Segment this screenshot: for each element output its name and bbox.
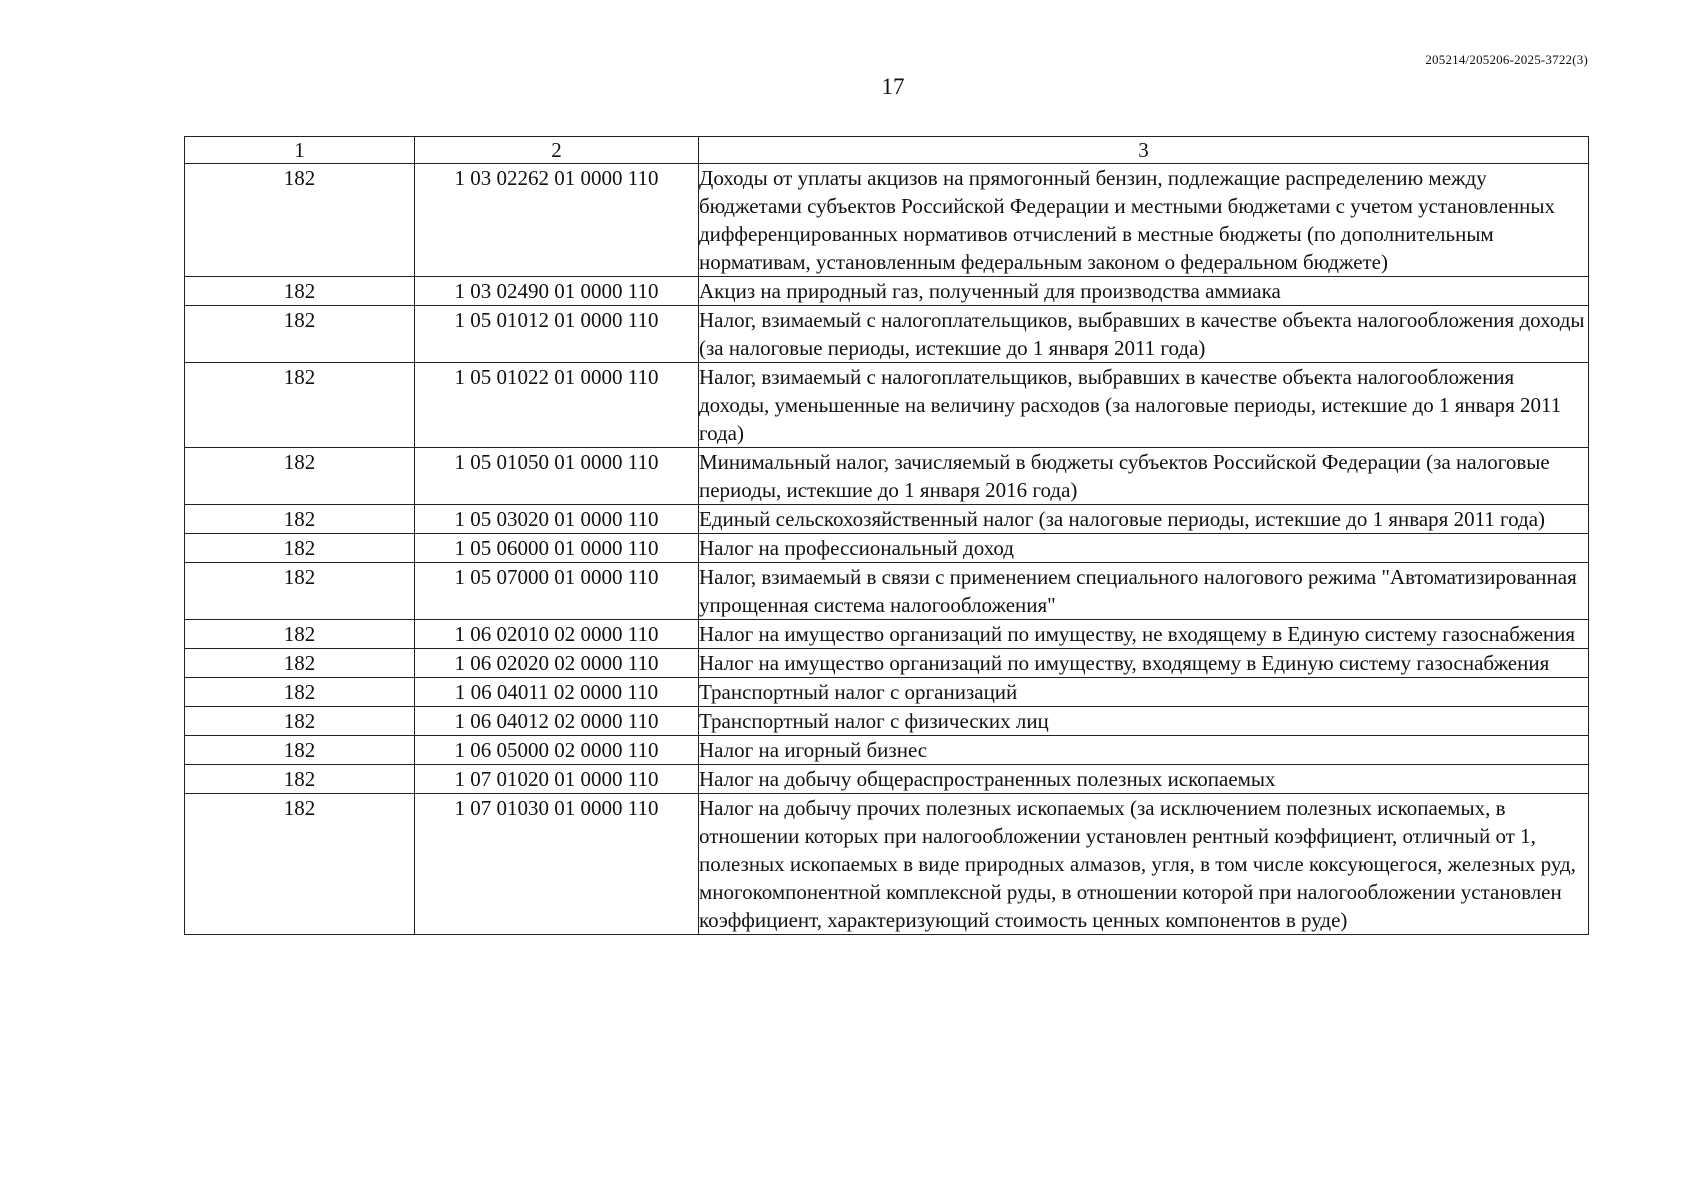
admin-code-cell: 182 bbox=[185, 363, 415, 448]
budget-code-cell: 1 03 02490 01 0000 110 bbox=[415, 277, 699, 306]
column-header-2: 2 bbox=[415, 137, 699, 164]
table-row bbox=[185, 736, 1589, 765]
table-row bbox=[185, 707, 1589, 736]
table-row bbox=[185, 306, 1589, 363]
budget-code-cell: 1 03 02262 01 0000 110 bbox=[415, 164, 699, 277]
revenue-name-cell: Доходы от уплаты акцизов на прямогонный бензин, подлежащие распределению между бюджетами субъектов Российской Федерации и местными бюджетами с учетом установленных дифференцированных нормативов отчислений в местные бюджеты (по дополнительным нормативам, установленным федеральным законом о федеральном бюджете) bbox=[699, 164, 1589, 277]
table-header-row bbox=[185, 137, 1589, 164]
table-row bbox=[185, 649, 1589, 678]
admin-code-cell: 182 bbox=[185, 563, 415, 620]
admin-code-cell: 182 bbox=[185, 448, 415, 505]
revenue-name-cell: Акциз на природный газ, полученный для производства аммиака bbox=[699, 277, 1589, 306]
admin-code-cell: 182 bbox=[185, 765, 415, 794]
revenue-name-cell: Транспортный налог с организаций bbox=[699, 678, 1589, 707]
admin-code-cell: 182 bbox=[185, 306, 415, 363]
admin-code-cell: 182 bbox=[185, 620, 415, 649]
page-number: 17 bbox=[881, 74, 905, 99]
revenue-name-cell: Налог на профессиональный доход bbox=[699, 534, 1589, 563]
budget-code-cell: 1 06 04012 02 0000 110 bbox=[415, 707, 699, 736]
revenue-name-cell: Транспортный налог с физических лиц bbox=[699, 707, 1589, 736]
column-header-3: 3 bbox=[699, 137, 1589, 164]
budget-code-cell: 1 05 06000 01 0000 110 bbox=[415, 534, 699, 563]
budget-code-cell: 1 05 03020 01 0000 110 bbox=[415, 505, 699, 534]
admin-code-cell: 182 bbox=[185, 505, 415, 534]
revenue-name-cell: Налог на имущество организаций по имуществу, входящему в Единую систему газоснабжения bbox=[699, 649, 1589, 678]
table-row bbox=[185, 794, 1589, 935]
table-row bbox=[185, 448, 1589, 505]
admin-code-cell: 182 bbox=[185, 794, 415, 935]
table-row bbox=[185, 678, 1589, 707]
budget-code-cell: 1 07 01020 01 0000 110 bbox=[415, 765, 699, 794]
budget-code-cell: 1 06 04011 02 0000 110 bbox=[415, 678, 699, 707]
revenue-codes-table bbox=[184, 136, 1589, 935]
revenue-name-cell: Налог на имущество организаций по имуществу, не входящему в Единую систему газоснабжения bbox=[699, 620, 1589, 649]
admin-code-cell: 182 bbox=[185, 164, 415, 277]
revenue-name-cell: Налог, взимаемый в связи с применением специального налогового режима "Автоматизированная упрощенная система налогообложения" bbox=[699, 563, 1589, 620]
admin-code-cell: 182 bbox=[185, 534, 415, 563]
budget-code-cell: 1 06 02020 02 0000 110 bbox=[415, 649, 699, 678]
budget-code-cell: 1 05 01050 01 0000 110 bbox=[415, 448, 699, 505]
table-row bbox=[185, 620, 1589, 649]
budget-code-cell: 1 06 05000 02 0000 110 bbox=[415, 736, 699, 765]
revenue-name-cell: Налог на добычу прочих полезных ископаемых (за исключением полезных ископаемых, в отношении которых при налогообложении установлен рентный коэффициент, отличный от 1, полезных ископаемых в виде природных алмазов, угля, в том числе коксующегося, железных руд, многокомпонентной комплексной руды, в отношении которой при налогообложении установлен коэффициент, характеризующий стоимость ценных компонентов в руде) bbox=[699, 794, 1589, 935]
admin-code-cell: 182 bbox=[185, 277, 415, 306]
budget-code-cell: 1 06 02010 02 0000 110 bbox=[415, 620, 699, 649]
budget-code-cell: 1 05 07000 01 0000 110 bbox=[415, 563, 699, 620]
table-row bbox=[185, 765, 1589, 794]
budget-code-cell: 1 05 01012 01 0000 110 bbox=[415, 306, 699, 363]
table-row bbox=[185, 505, 1589, 534]
admin-code-cell: 182 bbox=[185, 707, 415, 736]
admin-code-cell: 182 bbox=[185, 649, 415, 678]
revenue-name-cell: Налог на добычу общераспространенных полезных ископаемых bbox=[699, 765, 1589, 794]
admin-code-cell: 182 bbox=[185, 678, 415, 707]
table-row bbox=[185, 277, 1589, 306]
table-row bbox=[185, 563, 1589, 620]
admin-code-cell: 182 bbox=[185, 736, 415, 765]
revenue-name-cell: Минимальный налог, зачисляемый в бюджеты субъектов Российской Федерации (за налоговые периоды, истекшие до 1 января 2016 года) bbox=[699, 448, 1589, 505]
table-row bbox=[185, 363, 1589, 448]
document-id: 205214/205206-2025-3722(3) bbox=[1425, 52, 1588, 67]
revenue-name-cell: Налог, взимаемый с налогоплательщиков, выбравших в качестве объекта налогообложения доходы (за налоговые периоды, истекшие до 1 января 2011 года) bbox=[699, 306, 1589, 363]
table-row bbox=[185, 164, 1589, 277]
revenue-name-cell: Единый сельскохозяйственный налог (за налоговые периоды, истекшие до 1 января 2011 года) bbox=[699, 505, 1589, 534]
budget-code-cell: 1 05 01022 01 0000 110 bbox=[415, 363, 699, 448]
budget-code-cell: 1 07 01030 01 0000 110 bbox=[415, 794, 699, 935]
revenue-name-cell: Налог, взимаемый с налогоплательщиков, выбравших в качестве объекта налогообложения доходы, уменьшенные на величину расходов (за налоговые периоды, истекшие до 1 января 2011 года) bbox=[699, 363, 1589, 448]
table-row bbox=[185, 534, 1589, 563]
column-header-1: 1 bbox=[185, 137, 415, 164]
revenue-name-cell: Налог на игорный бизнес bbox=[699, 736, 1589, 765]
